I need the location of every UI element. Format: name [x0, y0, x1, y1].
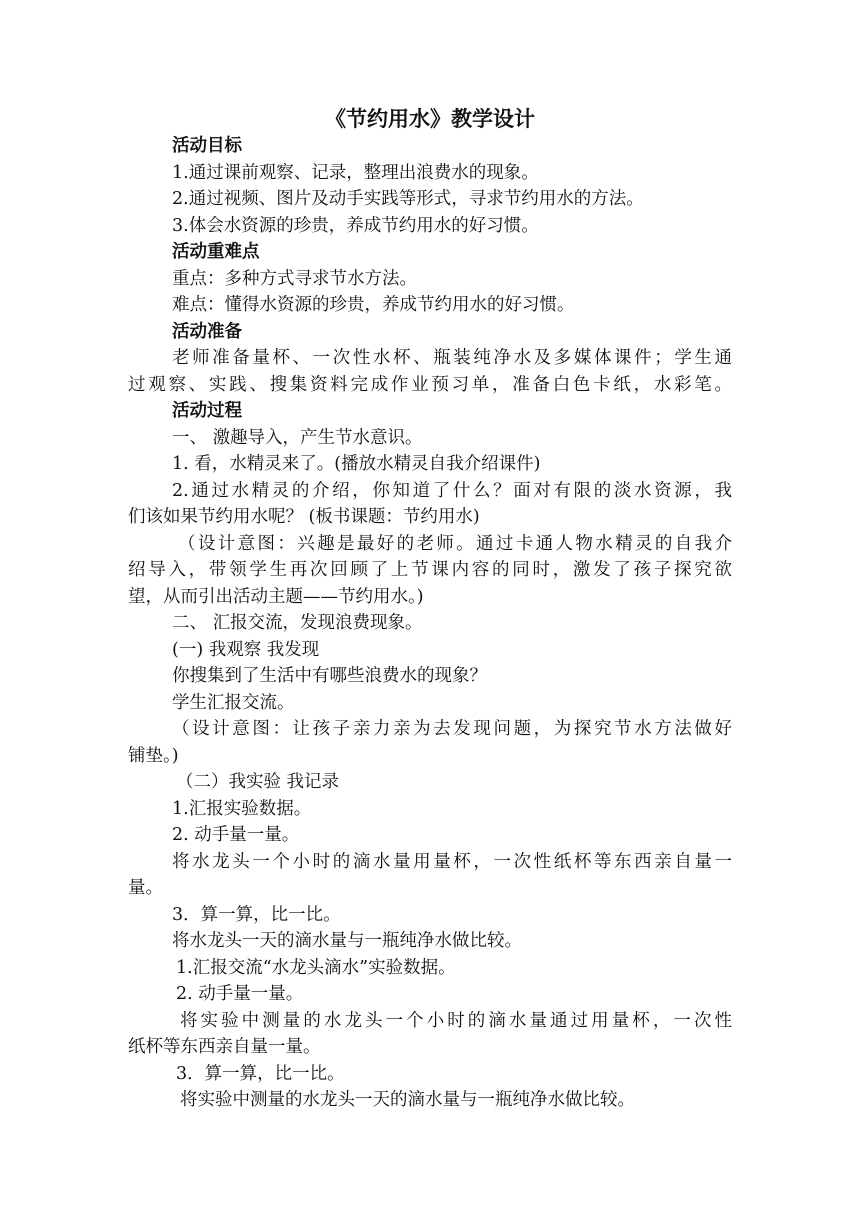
- paragraph-line: 望，从而引出活动主题——节约用水。): [128, 586, 424, 607]
- paragraph-line: 绍导入，带领学生再次回顾了上节课内容的同时，激发了孩子探究欲: [128, 560, 732, 580]
- paragraph-line: 1.通过课前观察、记录，整理出浪费水的现象。: [172, 162, 539, 183]
- document-title: 《节约用水》教学设计: [325, 106, 535, 131]
- section-heading-process: 活动过程: [172, 401, 242, 421]
- paragraph-line: 1. 看，水精灵来了。(播放水精灵自我介绍课件): [172, 454, 541, 474]
- section-heading-preparation: 活动准备: [172, 321, 242, 342]
- paragraph-line: 学生汇报交流。: [172, 692, 295, 713]
- paragraph-line: 1.汇报交流“水龙头滴水”实验数据。: [176, 957, 456, 978]
- document-body: [128, 133, 732, 1114]
- paragraph-line: 2. 动手量一量。: [172, 825, 300, 845]
- paragraph-line: 铺垫。): [128, 745, 179, 766]
- paragraph-line: 将实验中测量的水龙头一个小时的滴水量通过用量杯，一次性: [180, 1010, 732, 1031]
- paragraph-line: 3.体会水资源的珍贵，养成节约用水的好习惯。: [172, 215, 539, 236]
- section-heading-goals: 活动目标: [172, 136, 242, 156]
- paragraph-line: 纸杯等东西亲自量一量。: [128, 1037, 321, 1057]
- paragraph-line: 3．算一算，比一比。: [176, 1063, 345, 1084]
- paragraph-line: 你搜集到了生活中有哪些浪费水的现象？: [172, 666, 487, 686]
- section-heading-key-points: 活动重难点: [172, 242, 260, 262]
- paragraph-line: 3．算一算，比一比。: [172, 904, 341, 925]
- paragraph-line: 1.汇报实验数据。: [172, 798, 312, 819]
- paragraph-line: （二）我实验 我记录: [176, 772, 340, 792]
- paragraph-line: （设计意图：让孩子亲力亲为去发现问题，为探究节水方法做好: [172, 719, 732, 739]
- paragraph-line: 将水龙头一个小时的滴水量用量杯，一次性纸杯等东西亲自量一: [172, 851, 732, 872]
- paragraph-line: 量。: [128, 878, 163, 898]
- paragraph-line: 2. 动手量一量。: [176, 984, 304, 1004]
- paragraph-line: 重点：多种方式寻求节水方法。: [172, 268, 417, 289]
- paragraph-line: 老师准备量杯、一次性水杯、瓶装纯净水及多媒体课件；学生通: [172, 348, 732, 368]
- paragraph-line: 2.通过视频、图片及动手实践等形式，寻求节约用水的方法。: [172, 189, 644, 209]
- paragraph-line: 将实验中测量的水龙头一天的滴水量与一瓶纯净水做比较。: [180, 1090, 635, 1110]
- paragraph-line: 过观察、实践、搜集资料完成作业预习单，准备白色卡纸，水彩笔。: [128, 374, 732, 395]
- paragraph-line: 难点：懂得水资源的珍贵，养成节约用水的好习惯。: [172, 295, 575, 315]
- paragraph-line: 一、 激趣导入，产生节水意识。: [172, 427, 423, 448]
- paragraph-line: 们该如果节约用水呢？ (板书课题：节约用水): [128, 507, 480, 527]
- paragraph-line: 将水龙头一天的滴水量与一瓶纯净水做比较。: [172, 931, 522, 951]
- paragraph-line: 二、 汇报交流，发现浪费现象。: [172, 613, 423, 633]
- paragraph-line: 2.通过水精灵的介绍，你知道了什么？面对有限的淡水资源，我: [172, 480, 732, 501]
- paragraph-line: (一) 我观察 我发现: [172, 639, 320, 660]
- paragraph-line: （设计意图：兴趣是最好的老师。通过卡通人物水精灵的自我介: [178, 533, 732, 554]
